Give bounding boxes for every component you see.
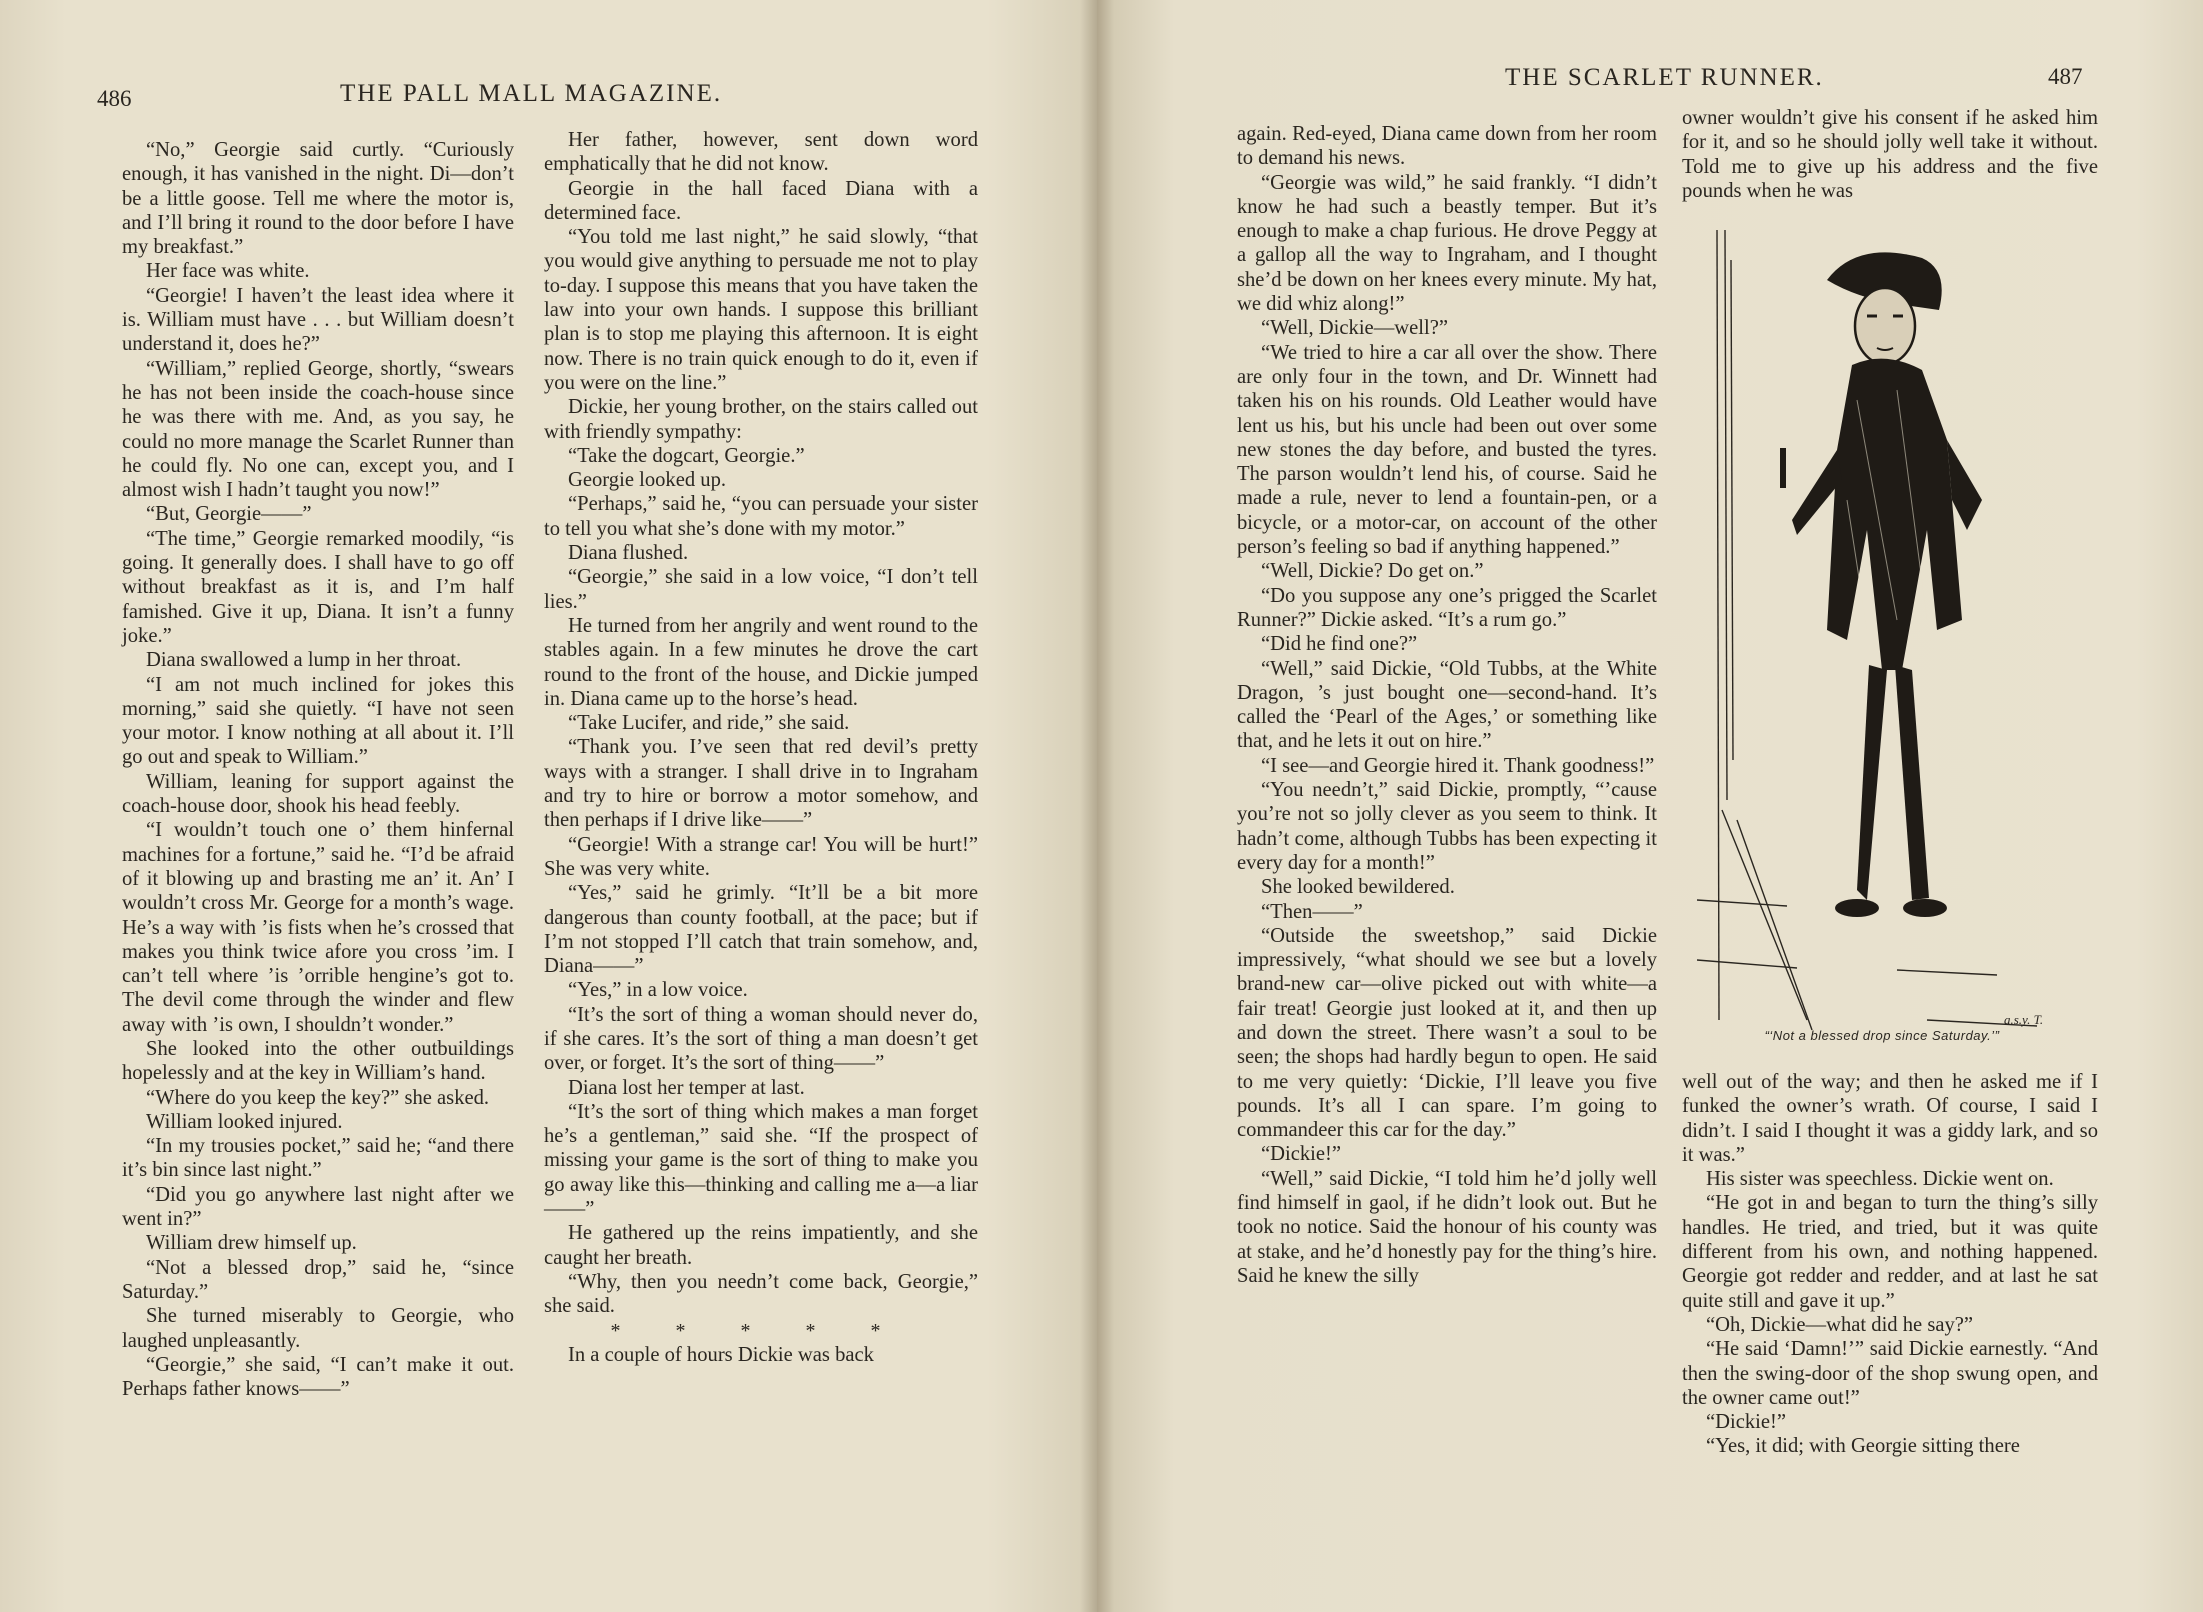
paragraph: Georgie looked up. [568, 469, 727, 492]
paragraph: “William,” replied George, shortly, “swears he has not been inside the coach-house since he was there with me. And, as you say, he could no more manage the Scarlet Runner than he could fly. No one can, except you, and I almost wish I hadn’t taught you now!” [122, 357, 514, 502]
paragraph: “Not a blessed drop,” said he, “since Saturday.” [122, 1256, 514, 1303]
paragraph: William looked injured. [146, 1110, 343, 1133]
paragraph: “Why, then you needn’t come back, Georgie,” she said. [544, 1270, 978, 1318]
paragraph: She looked bewildered. [1261, 876, 1455, 899]
paragraph: “You needn’t,” said Dickie, promptly, “’cause you’re not so jolly clever as you seem to think. It hadn’t come, although Tubbs has been expecting it every day for a month!” [1237, 779, 1657, 874]
paragraph: In a couple of hours Dickie was back [568, 1343, 874, 1366]
paragraph: Diana swallowed a lump in her throat. [146, 649, 462, 672]
illustration-caption: “‘Not a blessed drop since Saturday.’” [1764, 1028, 2000, 1043]
paragraph: “Well, Dickie—well?” [1261, 317, 1449, 340]
paragraph: “The time,” Georgie remarked moodily, “is going. It generally does. I shall have to go off without breakfast as it is, and I’m half famished. Give it up, Diana. It isn’t a funny joke.” [122, 527, 514, 647]
right-column-1 [1237, 122, 1657, 1288]
paragraph: “Oh, Dickie—what did he say?” [1706, 1313, 1974, 1336]
paragraph: “Georgie,” she said in a low voice, “I don’t tell lies.” [544, 566, 978, 613]
paragraph: “Perhaps,” said he, “you can persuade your sister to tell you what she’s done with my motor.” [544, 493, 978, 540]
paragraph: “Take the dogcart, Georgie.” [568, 444, 805, 467]
paragraph: “Georgie was wild,” he said frankly. “I didn’t know he had such a beastly temper. But it’s enough to make a chap furious. He drove Peggy at a gallop all the way to Ingraham, and I thought she’d be down on her knees every minute. My hat, we did whiz along!” [1237, 171, 1657, 316]
paragraph: well out of the way; and then he asked me if I funked the owner’s wrath. Of course, I said I didn’t. I said I thought it was a giddy lark, and so it was.” [1682, 1071, 2098, 1166]
paragraph: “Where do you keep the key?” she asked. [146, 1086, 490, 1109]
paragraph: “Yes,” said he grimly. “It’ll be a bit more dangerous than county football, at the pace; but if I’m not stopped I’ll catch that train somehow, and, Diana——” [544, 882, 978, 978]
right-running-head: THE SCARLET RUNNER. [1505, 64, 1824, 91]
illustration-man-in-doorway [1697, 200, 2067, 1050]
right-column-2-bottom [1682, 1070, 2098, 1459]
paragraph: “Yes, it did; with Georgie sitting there [1706, 1435, 2020, 1458]
paragraph: “I see—and Georgie hired it. Thank goodness!” [1261, 754, 1655, 777]
paragraph: “He got in and began to turn the thing’s silly handles. He tried, and tried, but it was quite different from his own, and nothing happened. Georgie got redder and redder, and at last he sat quite still and gave it up.” [1682, 1192, 2098, 1312]
paragraph: His sister was speechless. Dickie went on. [1706, 1168, 2054, 1191]
paragraph: “Then——” [1261, 900, 1363, 923]
paragraph: “But, Georgie——” [146, 503, 312, 526]
left-column-1 [122, 138, 514, 1401]
paragraph: “Did he find one?” [1261, 633, 1418, 656]
paragraph: “I wouldn’t touch one o’ them hinfernal machines for a fortune,” said he. “I’d be afraid of it blowing up and brasting me an’ it. An’ I wouldn’t cross Mr. George for a month’s wage. He’s a way with ’is fists when he’s crossed that makes you think twice afore you cross ’im. I can’t tell where ’is ’orrible hengine’s got to. The devil come through the winder and flew away with ’is own, I shouldn’t wonder.” [122, 819, 514, 1036]
paragraph: “Well,” said Dickie, “Old Tubbs, at the White Dragon, ’s just bought one—second-hand. It’s called the ‘Pearl of the Ages,’ or something like that, and he lets it out on hire.” [1237, 657, 1657, 753]
paragraph: “Dickie!” [1261, 1143, 1342, 1166]
paragraph: owner wouldn’t give his consent if he asked him for it, and so he should jolly well take it without. Told me to give up his address and the five pounds when he was [1682, 107, 2098, 202]
paragraph: He turned from her angrily and went round to the stables again. In a few minutes he drove the cart round to the front of the house, and Dickie jumped in. Diana came up to the horse’s head. [544, 614, 978, 710]
paragraph: “Georgie! I haven’t the least idea where it is. William must have . . . but William doesn’t understand it, does he?” [122, 284, 514, 356]
paragraph: “In my trousies pocket,” said he; “and there it’s bin since last night.” [122, 1135, 514, 1182]
left-running-head: THE PALL MALL MAGAZINE. [340, 80, 723, 107]
paragraph: Her father, however, sent down word emphatically that he did not know. [544, 129, 978, 176]
paragraph: William, leaning for support against the coach-house door, shook his head feebly. [122, 770, 514, 818]
right-folio: 487 [2048, 64, 2083, 89]
paragraph: “It’s the sort of thing which makes a man forget he’s a gentleman,” said she. “If the prospect of missing your game is the sort of thing to make you go away like this—thinking and calling me a—a liar——” [544, 1100, 978, 1221]
left-folio: 486 [97, 86, 132, 111]
paragraph: “Outside the sweetshop,” said Dickie impressively, “what should we see but a lovely brand-new car—olive picked out with white—a fair treat! Georgie just looked at it, and then up and down the street. There wasn’t a soul to be seen; the shops had hardly begun to open. He said to me very quietly: ‘Dickie, I’ll leave you five pounds. It’s all I can spare. I’m going to commandeer this car for the day.” [1237, 924, 1657, 1142]
paragraph: “He said ‘Damn!’” said Dickie earnestly. “And then the swing-door of the shop swung open, and the owner came out!” [1682, 1338, 2098, 1409]
illustrator-signature: a.s.y. T. [2004, 1012, 2044, 1027]
paragraph: “Take Lucifer, and ride,” she said. [568, 712, 850, 735]
paragraph: “Georgie! With a strange car! You will be hurt!” She was very white. [544, 833, 978, 880]
paragraph: “Do you suppose any one’s prigged the Scarlet Runner?” Dickie asked. “It’s a rum go.” [1237, 584, 1657, 631]
paragraph: “Georgie,” she said, “I can’t make it out. Perhaps father knows——” [122, 1353, 514, 1401]
paragraph: “No,” Georgie said curtly. “Curiously enough, it has vanished in the night. Di—don’t be a little goose. Tell me where the motor is, and I’ll bring it round to the door before I have my breakfast.” [122, 139, 514, 259]
left-column-2 [544, 128, 978, 1367]
paragraph: William drew himself up. [146, 1232, 357, 1255]
book-gutter [1080, 0, 1114, 1612]
paragraph: Diana flushed. [568, 542, 689, 565]
paragraph: “Yes,” in a low voice. [568, 979, 748, 1002]
paragraph: “Well,” said Dickie, “I told him he’d jolly well find himself in gaol, if he didn’t look out. But he took no notice. Said the honour of his county was at stake, and he’d honestly pay for the thing’s hire. Said he knew the silly [1237, 1167, 1657, 1287]
paragraph: “We tried to hire a car all over the show. There are only four in the town, and Dr. Winnett had taken his on his rounds. Old Leather would have lent us his, but his uncle had been out over some new stones the day before, and busted the tyres. The parson wouldn’t lend his, of course. Said he made a rule, never to lend a fountain-pen, or a bicycle, or a motor-car, on account of the other person’s feeling so bad if anything happened.” [1237, 341, 1657, 559]
section-break: ***** [610, 1319, 936, 1342]
paragraph: Diana lost her temper at last. [568, 1076, 805, 1099]
paragraph: She turned miserably to Georgie, who laughed unpleasantly. [122, 1305, 514, 1352]
paragraph: “You told me last night,” he said slowly, “that you would give anything to persuade me not to play to-day. I suppose this means that you have taken the law into your own hands. I suppose this brilliant plan is to stop me playing this afternoon. It is eight now. There is no train quick enough to do it, even if you were on the line.” [544, 226, 978, 394]
paragraph: “I am not much inclined for jokes this morning,” said she quietly. “I have not seen your motor. I know nothing at all about it. I’ll go out and speak to William.” [122, 673, 514, 769]
paragraph: Georgie in the hall faced Diana with a determined face. [544, 177, 978, 224]
paragraph: “Thank you. I’ve seen that red devil’s pretty ways with a stranger. I shall drive in to Ingraham and try to hire or borrow a motor somehow, and then perhaps if I drive like——” [544, 736, 978, 832]
paragraph: Dickie, her young brother, on the stairs called out with friendly sympathy: [544, 396, 978, 443]
paragraph: She looked into the other outbuildings hopelessly and at the key in William’s hand. [122, 1037, 514, 1085]
paragraph: “Dickie!” [1706, 1411, 1787, 1434]
right-column-2-top [1682, 106, 2098, 203]
paragraph: “Well, Dickie? Do get on.” [1261, 560, 1484, 583]
paragraph: “Did you go anywhere last night after we went in?” [122, 1183, 514, 1231]
paragraph: He gathered up the reins impatiently, and she caught her breath. [544, 1222, 978, 1269]
paragraph: “It’s the sort of thing a woman should never do, if she cares. It’s the sort of thing a man doesn’t get over, or forget. It’s the sort of thing——” [544, 1003, 978, 1075]
paragraph: Her face was white. [146, 260, 310, 283]
paragraph: again. Red-eyed, Diana came down from her room to demand his news. [1237, 123, 1657, 170]
